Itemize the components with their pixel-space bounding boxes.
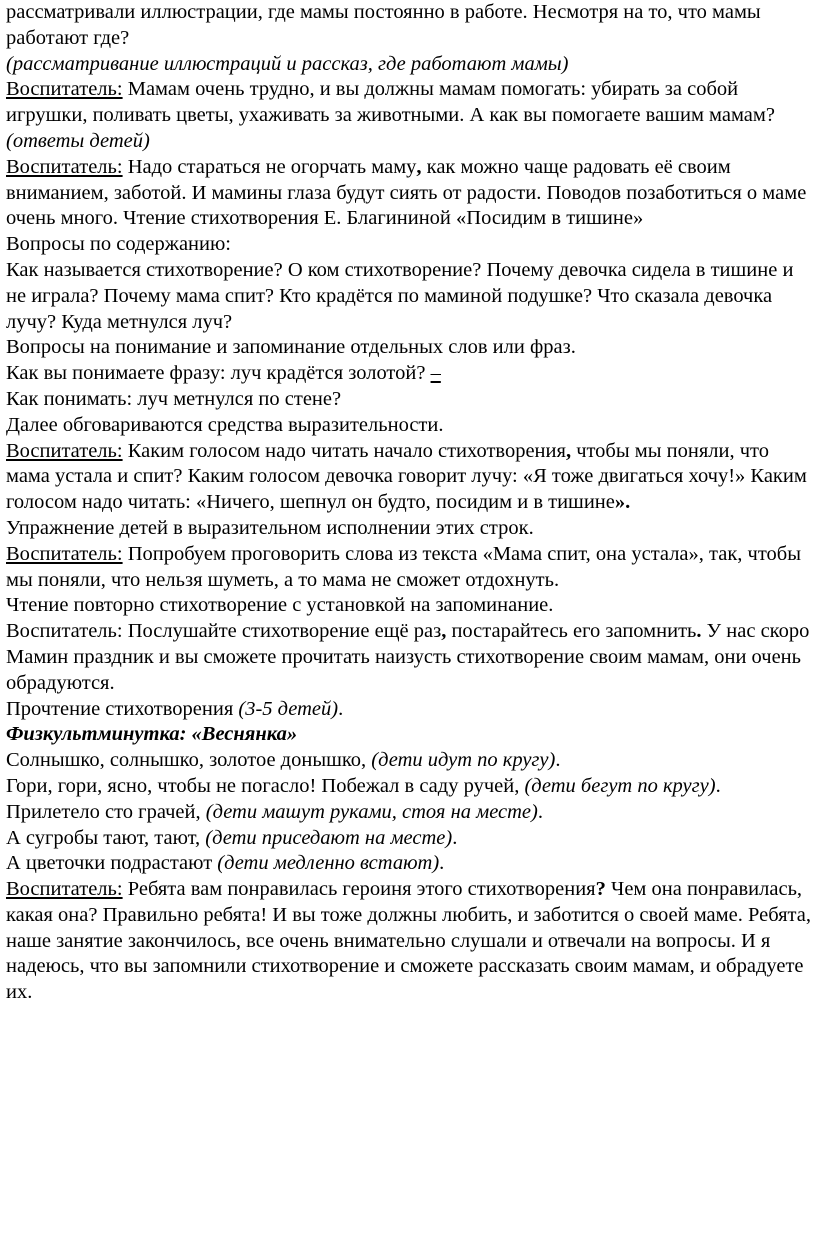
paragraph-teacher-memorize	[6, 619, 816, 696]
text: Упражнение детей в выразительном исполнении этих строк.	[6, 516, 534, 539]
text: Прочтение стихотворения	[6, 697, 239, 720]
speaker-label: Воспитатель:	[6, 439, 123, 462]
italic-note: (дети бегут по кругу)	[524, 774, 716, 797]
bold-comma: ,	[441, 620, 447, 643]
paragraph-rhyme-line-2	[6, 774, 816, 800]
tail: .	[439, 852, 445, 875]
paragraph-teacher-voice	[6, 439, 816, 516]
text: А сугробы тают, тают,	[6, 826, 206, 849]
text: А цветочки подрастают	[6, 852, 218, 875]
paragraph-repeat-reading	[6, 593, 816, 619]
text: чтобы мы поняли, что мама устала и спит?	[6, 439, 769, 488]
paragraph-phrase-question-1	[6, 361, 816, 387]
text: Воспитатель: Послушайте стихотворение ещё раз	[6, 620, 442, 643]
text: постарайтесь его запомнить	[446, 620, 697, 643]
tail: .	[338, 697, 344, 720]
paragraph-rhyme-line-4	[6, 826, 816, 852]
text: Мамам очень трудно, и вы должны мамам помогать: убирать за собой игрушки, поливать цветы, ухаживать за животными. А как вы помогаете вашим мамам?	[6, 78, 775, 127]
text: Вопросы на понимание и запоминание отдельных слов или фраз.	[6, 336, 576, 359]
paragraph-phrase-question-2	[6, 387, 816, 413]
bold-question-mark: ?	[595, 878, 606, 901]
text: Чем она понравилась, какая она? Правильно ребята! И вы тоже должны любить, и заботится о своей маме. Ребята, наше занятие закончилось, все очень внимательно слушали и отвечали на вопросы. И я надеюсь, что вы запомнили стихотворение и сможете рассказать своим мамам, и обрадуете их.	[6, 878, 811, 1004]
bold-end: ».	[614, 491, 631, 514]
text: Гори, гори, ясно, чтобы не погасло! Побежал в саду ручей,	[6, 774, 525, 797]
text: как можно чаще радовать её своим вниманием, заботой. И мамины глаза будут сиять от радости. Поводов позаботиться о маме очень много. Чтение стихотворения Е. Благининой «Посидим в тишине»	[6, 155, 807, 230]
speaker-label: Воспитатель:	[6, 878, 123, 901]
paragraph-questions-heading	[6, 232, 816, 258]
paragraph-teacher-help-moms	[6, 77, 816, 154]
paragraph-teacher-conclusion	[6, 877, 816, 1006]
tail: .	[715, 774, 721, 797]
paragraph-exercise	[6, 516, 816, 542]
paragraph-intro	[6, 0, 816, 52]
tail: .	[555, 749, 561, 772]
bold-dot: .	[696, 620, 702, 643]
text: Как вы понимаете фразу: луч крадётся золотой?	[6, 362, 431, 385]
paragraph-rhyme-line-1	[6, 748, 816, 774]
italic-note: (дети машут руками, стоя на месте)	[205, 800, 538, 823]
text: Надо стараться не огорчать маму	[122, 155, 417, 178]
text: Каким голосом девочка говорит лучу: «Я тоже двигаться хочу!» Каким голосом надо читать: «Ничего, шепнул он будто, посидим и в тишине	[6, 465, 807, 514]
text: Далее обговариваются средства выразительности.	[6, 413, 444, 436]
text: Солнышко, солнышко, золотое донышко,	[6, 749, 372, 772]
speaker-label: Воспитатель:	[6, 78, 123, 101]
text: Вопросы по содержанию:	[6, 233, 231, 256]
italic-note: (дети идут по кругу)	[371, 749, 556, 772]
text: рассматривали иллюстрации, где мамы постоянно в работе. Несмотря на то, что мамы работают где?	[6, 1, 761, 49]
text: Ребята вам понравилась героиня этого стихотворения	[122, 878, 596, 901]
speaker-label: Воспитатель:	[6, 542, 123, 565]
text: Чтение повторно стихотворение с установкой на запоминание.	[6, 594, 554, 617]
italic-note: (3-5 детей)	[238, 697, 339, 720]
text: Как называется стихотворение? О ком стихотворение? Почему девочка сидела в тишине и не играла? Почему мама спит? Кто крадётся по маминой подушке? Что сказала девочка лучу? Куда метнулся луч?	[6, 258, 794, 333]
tail: .	[537, 800, 543, 823]
text: (рассматривание иллюстраций и рассказ, где работают мамы)	[6, 52, 569, 75]
paragraph-poem-reading	[6, 697, 816, 723]
paragraph-understanding-questions	[6, 335, 816, 361]
italic-note: (дети приседают на месте)	[205, 826, 453, 849]
text: Как понимать: луч метнулся по стене?	[6, 387, 342, 410]
text: Прилетело сто грачей,	[6, 800, 206, 823]
paragraph-rhyme-line-3	[6, 800, 816, 826]
paragraph-illustrations-note	[6, 52, 816, 78]
tail: .	[452, 826, 458, 849]
paragraph-expressive-means	[6, 413, 816, 439]
speaker-label: Воспитатель:	[6, 155, 123, 178]
text: Попробуем проговорить слова из текста «Мама спит, она устала», так, чтобы мы поняли, что нельзя шуметь, а то мама не сможет отдохнуть.	[6, 542, 801, 591]
paragraph-teacher-dont-upset	[6, 155, 816, 232]
paragraph-content-questions	[6, 258, 816, 335]
dash: –	[430, 362, 441, 385]
text: Каким голосом надо читать начало стихотворения	[122, 439, 566, 462]
paragraph-rhyme-line-5	[6, 851, 816, 877]
text: У нас скоро Мамин праздник и вы сможете прочитать наизусть стихотворение своим мамам, они очень обрадуются.	[6, 620, 810, 694]
bold-comma: ,	[565, 439, 572, 462]
paragraph-teacher-quiet	[6, 542, 816, 594]
bold-comma: ,	[416, 155, 422, 178]
paragraph-physical-break-title	[6, 722, 816, 748]
italic-note: (дети медленно встают)	[217, 852, 440, 875]
italic-note: (ответы детей)	[6, 129, 150, 152]
text: Физкультминутка: «Веснянка»	[6, 723, 298, 746]
